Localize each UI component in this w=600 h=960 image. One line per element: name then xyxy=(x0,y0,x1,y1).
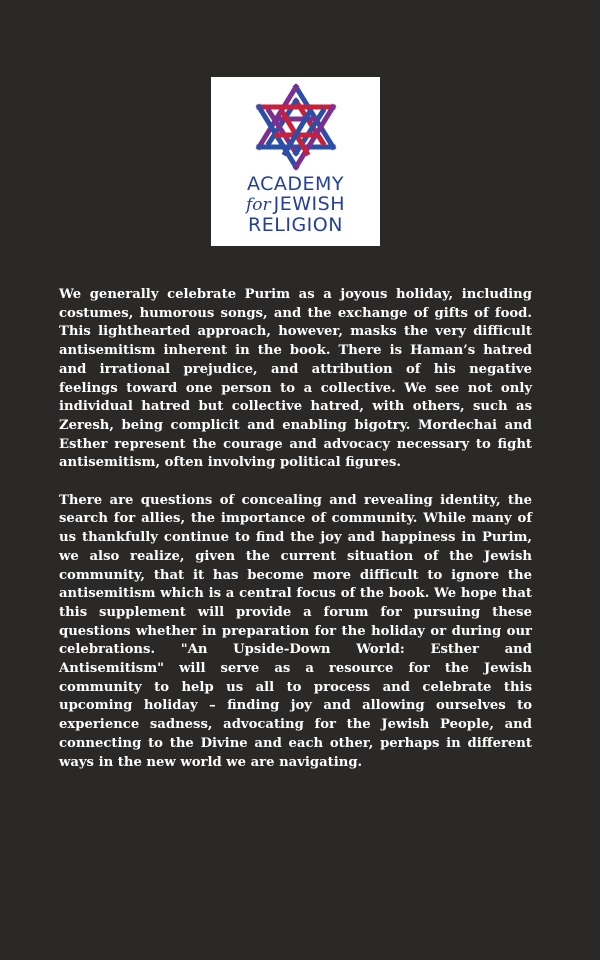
woven-star-of-david-icon xyxy=(253,83,339,171)
intro-text xyxy=(59,286,532,791)
academy-logo xyxy=(211,77,380,246)
logo-for-word: for xyxy=(245,195,271,215)
logo-line-for-jewish xyxy=(211,193,380,215)
logo-line-academy: ACADEMY xyxy=(246,173,345,195)
paragraph-2: There are questions of concealing and revealing identity, the search for allies, the importance of community. While many of us thankfully continue to find the joy and happiness in Purim, we also realize, given the current situation of the Jewish community, that it has become more difficult to ignore the antisemitism which is a central focus of the book. We hope that this supplement will provide a forum for pursuing these questions whether in preparation for the holiday or during our celebrations. "An Upside-Down World: Esther and Antisemitism" will serve as a resource for the Jewish community to help us all to process and celebrate this upcoming holiday – finding joy and allowing ourselves to experience sadness, advocating for the Jewish People, and connecting to the Divine and each other, perhaps in different ways in the new world we are navigating. xyxy=(59,492,532,770)
logo-jewish-word: JEWISH xyxy=(273,193,345,215)
paragraph-1: We generally celebrate Purim as a joyous holiday, including costumes, humorous songs, and the exchange of gifts of food. This lighthearted approach, however, masks the very difficult antisemitism inherent in the book. There is Haman’s hatred and irrational prejudice, and attribution of his negative feelings toward one person to a collective. We see not only individual hatred but collective hatred, with others, such as Zeresh, being complicit and enabling bigotry. Mordechai and Esther represent the courage and advocacy necessary to fight antisemitism, often involving political figures. xyxy=(59,287,532,471)
logo-line-religion: RELIGION xyxy=(248,214,343,236)
